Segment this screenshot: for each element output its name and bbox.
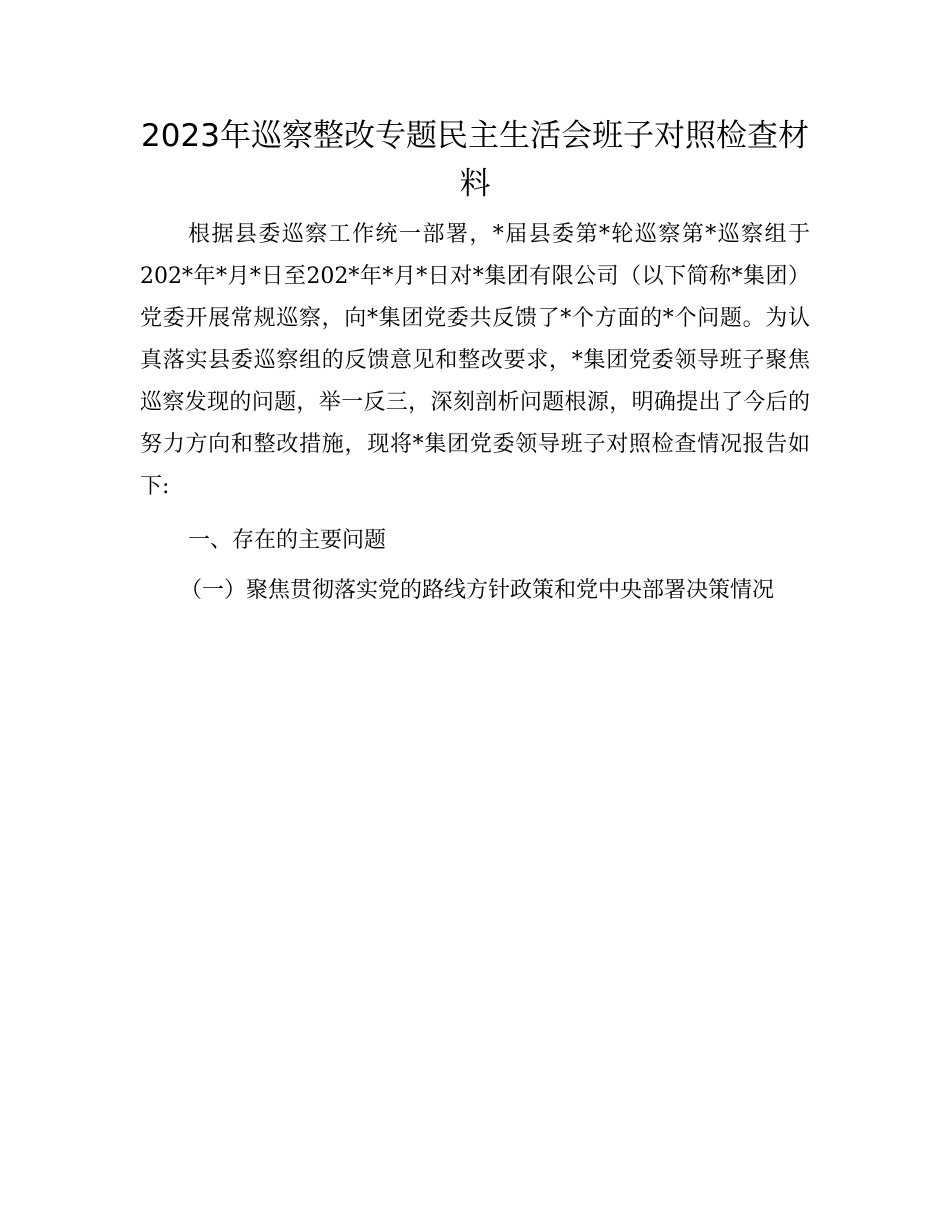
document-title: 2023年巡察整改专题民主生活会班子对照检查材料 bbox=[141, 118, 809, 202]
subsection-heading: （一）聚焦贯彻落实党的路线方针政策和党中央部署决策情况 bbox=[180, 578, 775, 603]
intro-paragraph: 根据县委巡察工作统一部署，*届县委第*轮巡察第*巡察组于202*年*月*日至202*年*月*日对*集团有限公司（以下简称*集团）党委开展常规巡察，向*集团党委共反馈了*个方面的*个问题。为认真落实县委巡察组的反馈意见和整改要求，*集团党委领导班子聚焦巡察发现的问题，举一反三，深刻剖析问题根源，明确提出了今后的努力方向和整改措施，现将*集团党委领导班子对照检查情况报告如下: bbox=[140, 222, 810, 499]
section-heading: 一、存在的主要问题 bbox=[188, 528, 387, 553]
document-body bbox=[140, 214, 810, 612]
